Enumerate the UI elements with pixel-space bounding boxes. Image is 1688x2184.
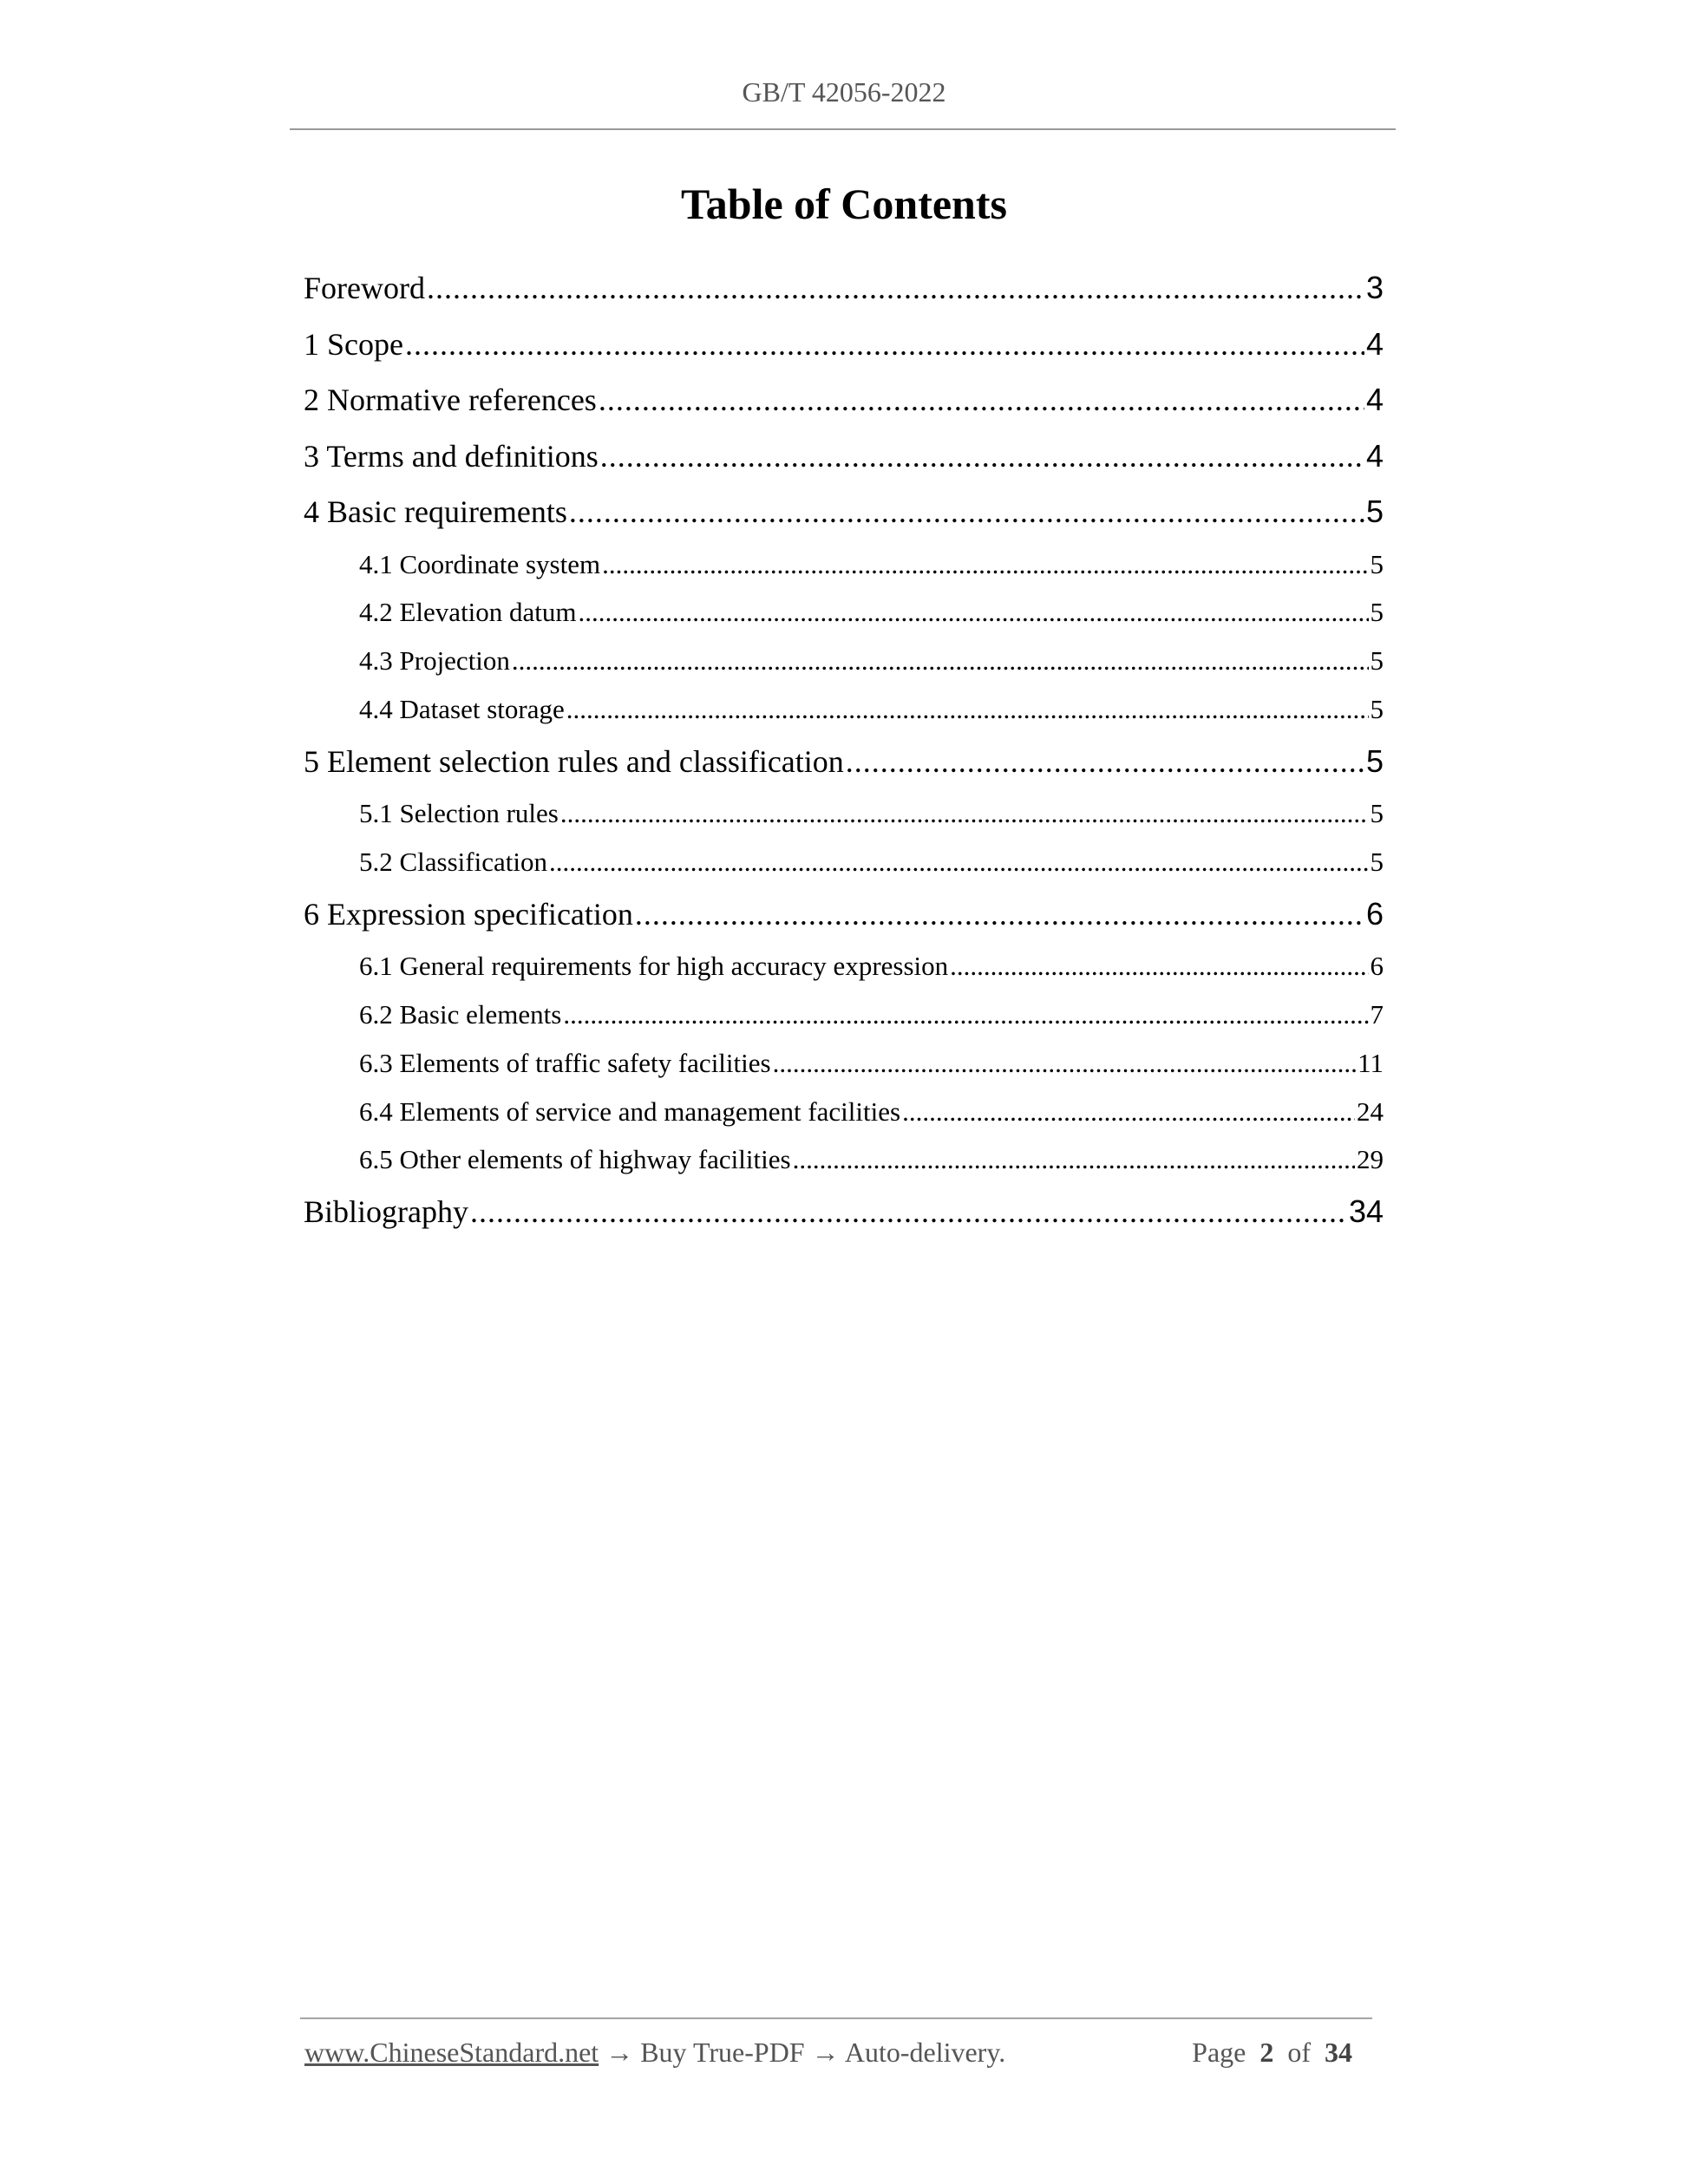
toc-entry[interactable]	[304, 886, 1384, 943]
buy-text: Buy True-PDF	[640, 2037, 805, 2068]
toc-entry-page: 3	[1365, 270, 1384, 305]
table-of-contents	[304, 260, 1384, 1240]
toc-subentry[interactable]	[359, 1135, 1384, 1184]
dot-leader	[846, 734, 1364, 790]
dot-leader	[512, 637, 1369, 685]
toc-subentry[interactable]	[359, 1039, 1384, 1088]
toc-entry-page: 4	[1365, 437, 1384, 474]
toc-entry-label: Bibliography	[304, 1194, 468, 1230]
toc-entry[interactable]	[304, 734, 1384, 790]
toc-entry-label: 5 Element selection rules and classification	[304, 743, 844, 779]
delivery-text: Auto-delivery.	[844, 2037, 1006, 2068]
toc-entry-page: 34	[1348, 1193, 1384, 1230]
toc-entry-label: 6.4 Elements of service and management facilities	[359, 1095, 901, 1127]
toc-entry-label: 6.2 Basic elements	[359, 999, 562, 1030]
toc-entry[interactable]	[304, 484, 1384, 540]
dot-leader	[793, 1135, 1355, 1184]
dot-leader	[599, 372, 1364, 428]
toc-entry-page: 5	[1370, 693, 1384, 724]
dot-leader	[569, 484, 1364, 540]
toc-subentry[interactable]	[359, 540, 1384, 589]
page-total: 34	[1325, 2037, 1352, 2068]
toc-entry-page: 6	[1365, 895, 1384, 932]
dot-leader	[579, 588, 1369, 637]
dot-leader	[566, 685, 1369, 734]
toc-entry-page: 11	[1358, 1047, 1384, 1078]
toc-entry-label: 4 Basic requirements	[304, 494, 567, 529]
page-title: Table of Contents	[681, 180, 1007, 228]
dot-leader	[470, 1184, 1347, 1240]
dot-leader	[405, 317, 1364, 373]
toc-subentry[interactable]	[359, 942, 1384, 991]
toc-entry-page: 5	[1370, 798, 1384, 829]
toc-entry-page: 4	[1365, 382, 1384, 417]
toc-subentry[interactable]	[359, 637, 1384, 685]
page-footer	[304, 2037, 1371, 2069]
arrow-right-icon: →	[605, 2037, 634, 2068]
toc-entry-label: 2 Normative references	[304, 383, 597, 417]
footer-divider	[300, 2017, 1372, 2019]
toc-entry-label: 4.3 Projection	[359, 645, 510, 677]
toc-entry-label: 6.3 Elements of traffic safety facilities	[359, 1047, 771, 1078]
page-word: Page	[1192, 2037, 1246, 2068]
dot-leader	[600, 428, 1364, 485]
toc-entry-page: 29	[1357, 1144, 1384, 1175]
toc-subentry[interactable]	[359, 1088, 1384, 1136]
toc-entry[interactable]	[304, 372, 1384, 428]
header-divider	[290, 128, 1396, 130]
toc-subentry[interactable]	[359, 789, 1384, 838]
dot-leader	[549, 838, 1369, 886]
toc-entry[interactable]	[304, 428, 1384, 485]
arrow-right-icon: →	[811, 2037, 840, 2068]
toc-entry[interactable]	[304, 260, 1384, 317]
dot-leader	[427, 260, 1364, 317]
running-header: GB/T 42056-2022	[742, 76, 946, 108]
page-current: 2	[1259, 2037, 1274, 2068]
toc-subentry[interactable]	[359, 838, 1384, 886]
toc-entry-label: 4.1 Coordinate system	[359, 548, 601, 579]
toc-entry[interactable]	[304, 1184, 1384, 1240]
toc-entry-page: 6	[1370, 951, 1384, 982]
toc-entry-page: 5	[1370, 645, 1384, 677]
toc-entry-label: 6.1 General requirements for high accuracy expression	[359, 951, 949, 982]
dot-leader	[902, 1088, 1355, 1136]
toc-subentry[interactable]	[359, 685, 1384, 734]
toc-entry-page: 7	[1370, 999, 1384, 1030]
toc-subentry[interactable]	[359, 991, 1384, 1039]
of-word: of	[1287, 2037, 1311, 2068]
toc-entry[interactable]	[304, 317, 1384, 373]
site-link[interactable]: www.ChineseStandard.net	[304, 2037, 599, 2068]
dot-leader	[950, 942, 1368, 991]
toc-entry-label: Foreword	[304, 271, 425, 305]
toc-entry-label: 3 Terms and definitions	[304, 438, 599, 474]
page-counter	[1192, 2037, 1352, 2069]
toc-entry-page: 5	[1370, 548, 1384, 579]
toc-entry-page: 5	[1370, 846, 1384, 877]
toc-entry-page: 5	[1365, 742, 1384, 779]
dot-leader	[635, 886, 1364, 943]
toc-subentry[interactable]	[359, 588, 1384, 637]
toc-entry-label: 4.2 Elevation datum	[359, 597, 577, 628]
dot-leader	[773, 1039, 1357, 1088]
toc-entry-label: 1 Scope	[304, 326, 403, 362]
toc-entry-label: 6 Expression specification	[304, 896, 633, 932]
toc-entry-page: 24	[1357, 1095, 1384, 1127]
toc-entry-label: 4.4 Dataset storage	[359, 693, 565, 724]
toc-entry-label: 5.1 Selection rules	[359, 798, 559, 829]
dot-leader	[560, 789, 1369, 838]
toc-entry-page: 5	[1370, 597, 1384, 628]
toc-entry-page: 4	[1365, 325, 1384, 362]
footer-promo	[304, 2037, 1005, 2069]
dot-leader	[563, 991, 1368, 1039]
toc-entry-label: 6.5 Other elements of highway facilities	[359, 1144, 791, 1175]
toc-entry-page: 5	[1365, 494, 1384, 529]
dot-leader	[602, 540, 1368, 589]
toc-entry-label: 5.2 Classification	[359, 846, 547, 877]
